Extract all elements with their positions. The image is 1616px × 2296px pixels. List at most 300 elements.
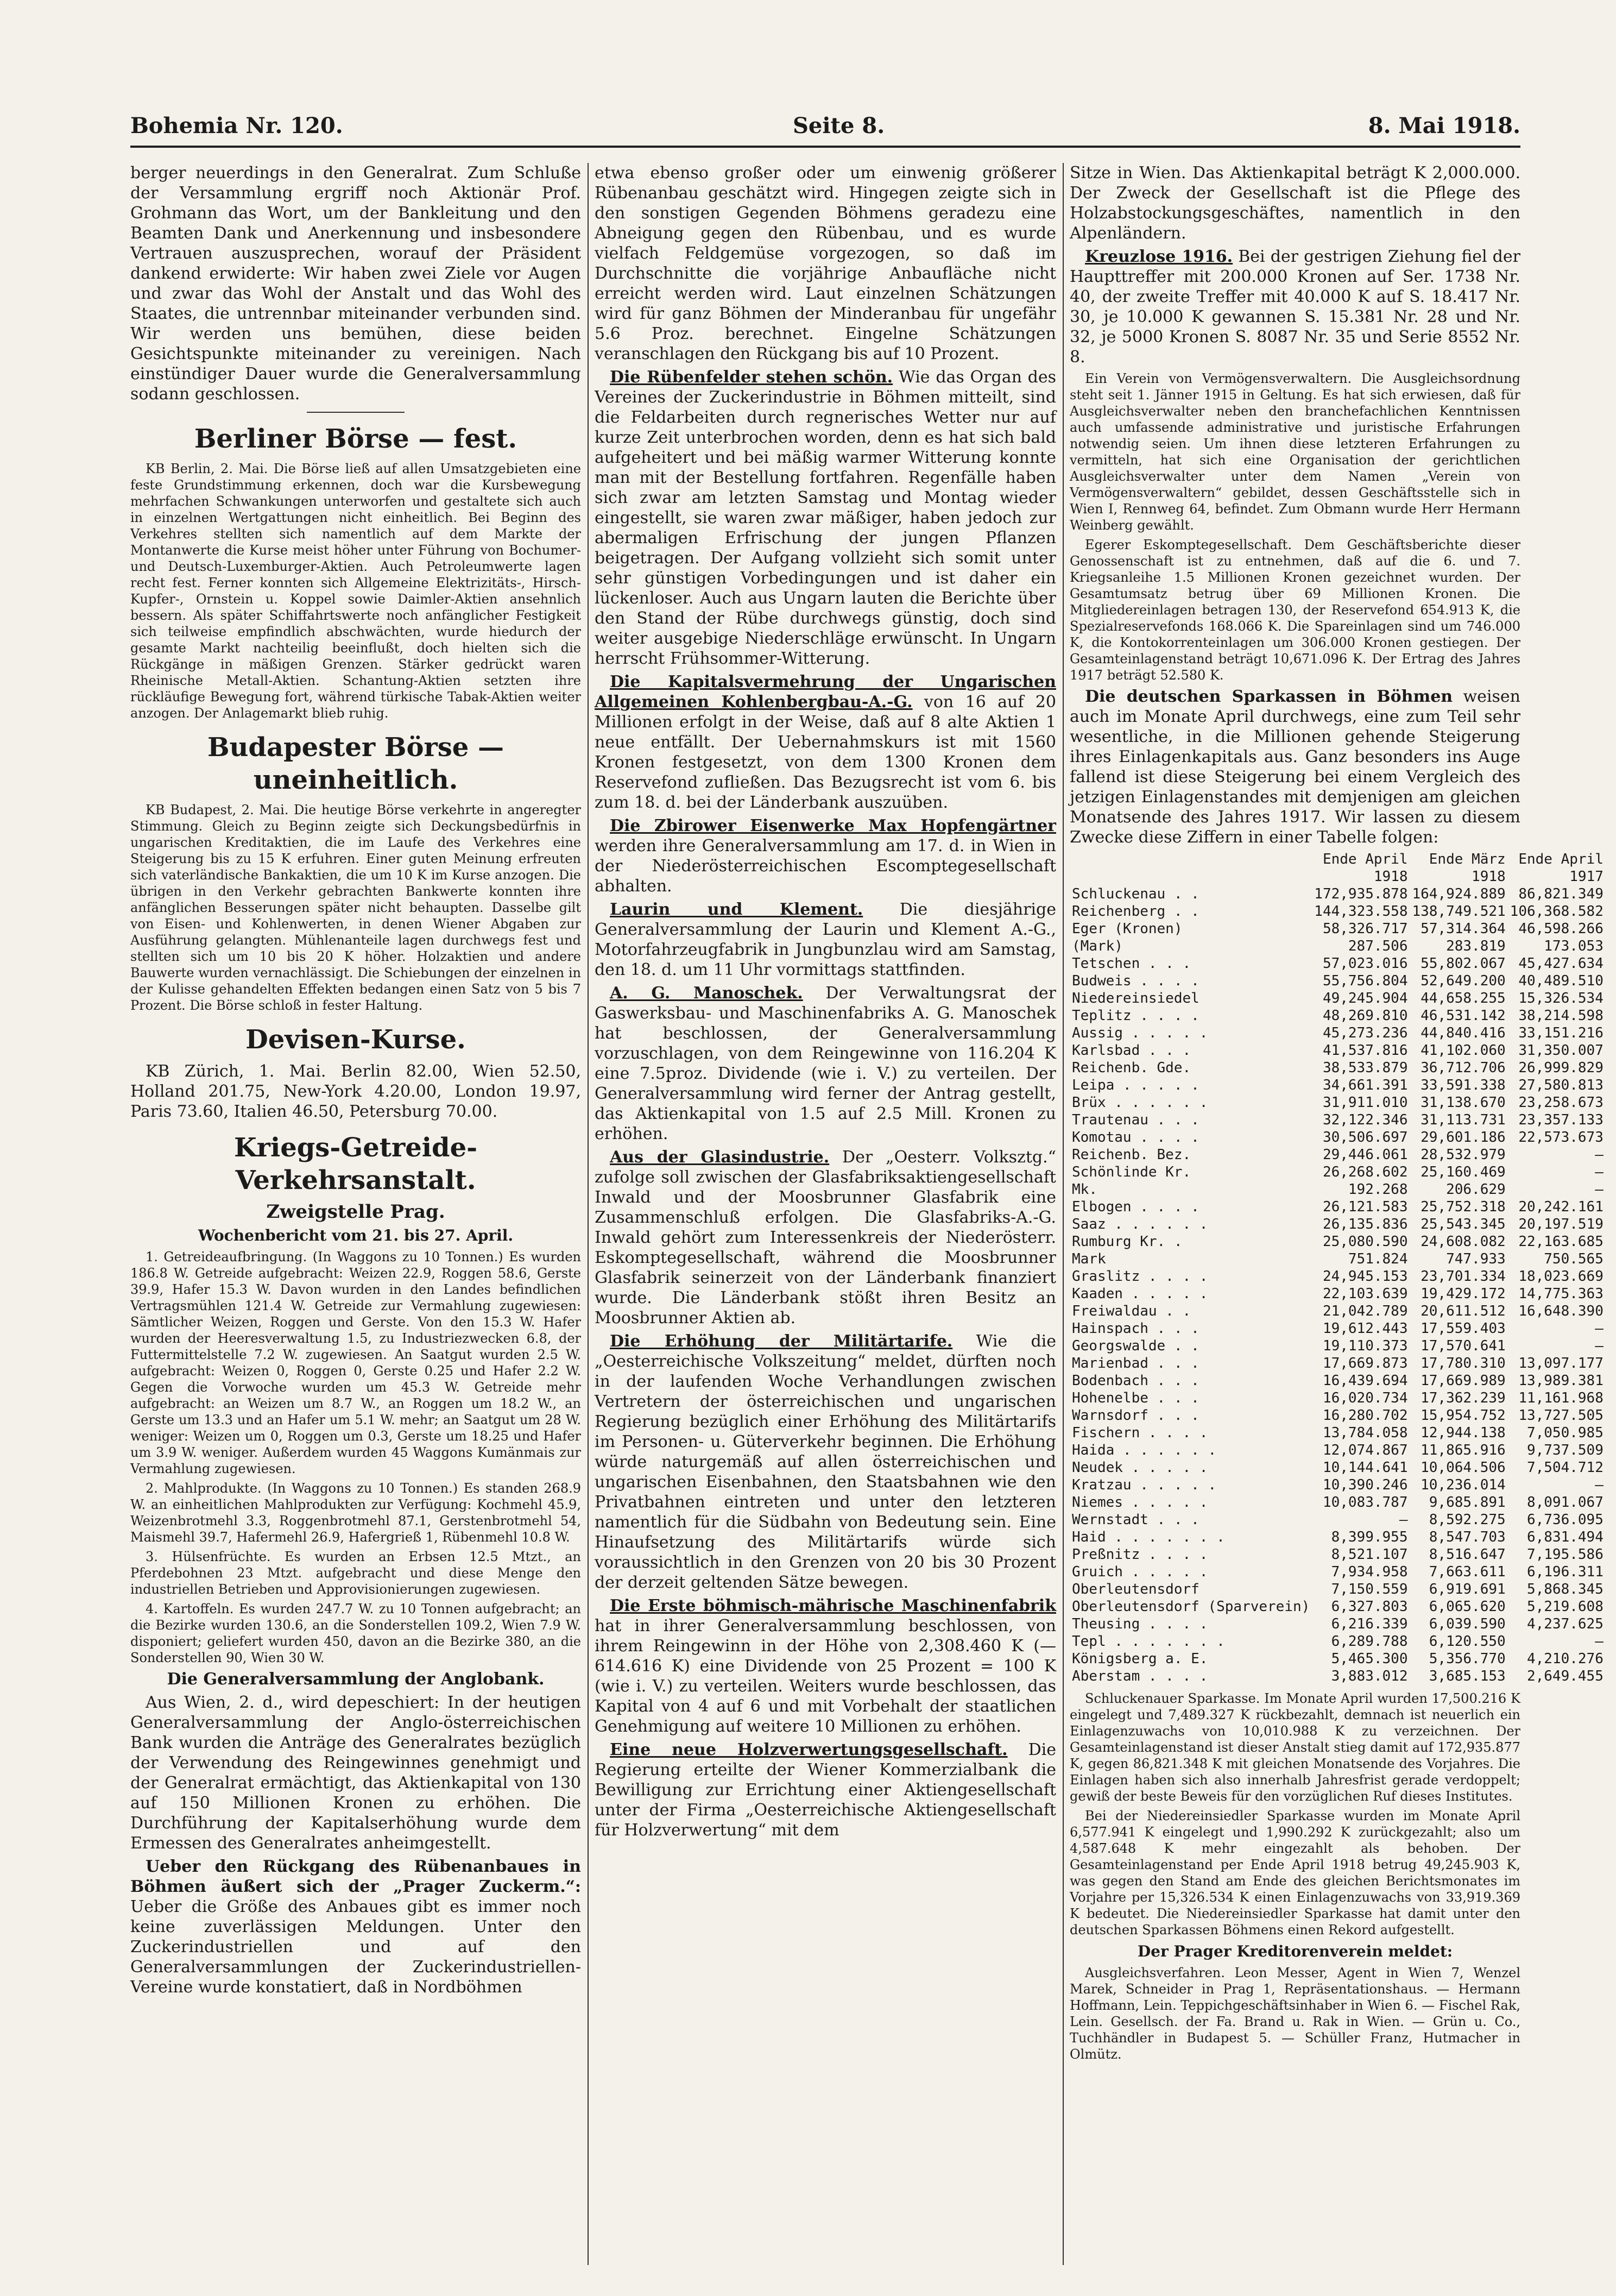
issue-date: 8. Mai 1918. [1368, 113, 1520, 139]
table-row [1070, 1129, 1606, 1146]
table-row-label: Theusing . . . . [1072, 1616, 1208, 1632]
savings-table [1070, 851, 1606, 1685]
table-cell: 6,831.494 [1526, 1529, 1604, 1545]
lead-text: Die Erhöhung der Militärtarife. [610, 1332, 953, 1351]
lead-text: Aus der Glasindustrie. [610, 1148, 830, 1167]
table-cell: 26,121.583 [1322, 1199, 1408, 1215]
table-row-label: Reichenb. Gde. [1072, 1060, 1191, 1076]
table-cell: 58,326.717 [1322, 921, 1408, 937]
table-row-label: Reichenberg . . [1072, 903, 1200, 920]
table-row-label: Teplitz . . . . [1072, 1008, 1200, 1024]
table-cell: 8,521.107 [1331, 1546, 1408, 1563]
table-cell: 5,868.345 [1526, 1581, 1604, 1597]
heading-berliner-boerse: Berliner Börse — fest. [194, 424, 517, 454]
body-text: Wie die „Oesterreichische Volkszeitung“ meldet, dürften noch in der laufenden Woche Verhandlungen zwischen Vertretern der österreichischen und ungarischen Regierung bezüglich einer Erhöhung des Militärtarifs im Personen- u. Güterverkehr beginnen. Die Erhöhung würde naturgemäß auf allen österreichischen und ungarischen Eisenbahnen, den Staatsbahnen wie den Privatbahnen eintreten und unter den letzteren namentlich für die Südbahn von Bedeutung sein. Eine Hinaufsetzung des Militärtarifs würde sich voraussichtlich in den Grenzen von 20 bis 30 Prozent der derzeit geltenden Sätze bewegen. [595, 1332, 1056, 1592]
paragraph [1070, 247, 1520, 367]
table-row [1070, 1511, 1606, 1528]
table-row-label: Wernstadt . . . [1072, 1512, 1200, 1528]
section-divider [307, 412, 405, 413]
table-cell: 46,531.142 [1421, 1008, 1506, 1024]
table-row-label: Oberleutensdorf [1072, 1581, 1200, 1597]
column-1 [130, 163, 581, 2265]
table-row [1070, 903, 1606, 920]
table-cell: 13,727.505 [1518, 1407, 1604, 1424]
table-cell: 24,945.153 [1322, 1268, 1408, 1285]
paragraph: KB Budapest, 2. Mai. Die heutige Börse verkehrte in angeregter Stimmung. Gleich zu Beginn zeigte sich Deckungsbedürfnis in ungarischen Kreditaktien, die im Laufe des Verkehres eine Steigerung bis zu 15 K erfuhren. Einer guten Meinung erfreuten sich vaterländische Bankaktien, die um 10 K im Kurse anzogen. Die übrigen in den Verkehr gebrachten Bankwerte konnten ihre anfänglichen Besserungen später nicht behaupten. Dasselbe gilt von Eisen- und Kohlenwerten, in denen Wiener Abgaben zur Ausführung gelangten. Mühlenanteile lagen durchwegs fest und stellten sich um 10 bis 20 K höher. Holzaktien und andere Bauwerte wurden vernachlässigt. Die Schiebungen der einzelnen in der Kulisse gehandelten Effekten bedangen einen Satz von 5 bis 7 Prozent. Die Börse schloß in fester Haltung. [130, 802, 581, 1013]
table-cell: 4,237.625 [1526, 1616, 1604, 1632]
table-cell: 7,150.559 [1331, 1581, 1408, 1597]
table-cell: 750.565 [1544, 1251, 1604, 1267]
table-cell: 23,357.133 [1518, 1112, 1604, 1128]
table-cell: 18,023.669 [1518, 1268, 1604, 1285]
table-row [1070, 1459, 1606, 1476]
table-cell: 8,091.067 [1526, 1494, 1604, 1511]
paragraph [595, 367, 1056, 669]
paragraph: Ein Verein von Vermögensverwaltern. Die Ausgleichsordnung steht seit 1. Jänner 1915 in Geltung. Es hat sich erwiesen, daß für Ausgleichsverwalter neben den branchefachlichen Kenntnissen auch umfassende administrative und juristische Erfahrungen notwendig seien. Um ihnen diese letzteren Erfahrungen zu vermitteln, hat sich eine Organisation der gerichtlichen Ausgleichsverwalter unter dem Namen „Verein von Vermögensverwaltern“ gebildet, dessen Geschäftsstelle sich in Wien I, Rennweg 64, befindet. Zum Obmann wurde Herr Hermann Weinberg gewählt. [1070, 371, 1520, 533]
table-cell: 10,144.641 [1322, 1460, 1408, 1476]
table-cell: 46,598.266 [1518, 921, 1604, 937]
table-cell: 44,658.255 [1421, 990, 1506, 1007]
column-divider [588, 163, 589, 2265]
lead-text: Die Erste böhmisch-mährische Maschinenfabrik [610, 1596, 1056, 1615]
table-cell: — [1595, 1338, 1604, 1354]
body-text: Der Verwaltungsrat der Gaswerksbau- und Maschinenfabriks A. G. Manoschek hat beschlossen, der Generalversammlung vorzuschlagen, von dem Reingewinne von 116.204 K eine 7.5proz. Dividende (wie i. V.) zu verteilen. Der Generalversammlung wird ferner der Antrag gestellt, das Aktienkapital von 1.5 auf 2.5 Mill. Kronen zu erhöhen. [595, 984, 1057, 1143]
table-row [1070, 1077, 1606, 1094]
table-row-label: Niedereinsiedel [1072, 990, 1200, 1007]
table-row-label: (Mark) [1072, 938, 1123, 954]
table-cell: 32,122.346 [1322, 1112, 1408, 1128]
header-rule [130, 146, 1520, 148]
table-cell: 57,314.364 [1421, 921, 1506, 937]
table-cell: 7,504.712 [1526, 1460, 1604, 1476]
paragraph: KB Zürich, 1. Mai. Berlin 82.00, Wien 52.50, Holland 201.75, New-York 4.20.00, London 19.97, Paris 73.60, Italien 46.50, Petersburg 70.00. [130, 1062, 581, 1121]
table-cell: 8,547.703 [1429, 1529, 1506, 1545]
table-cell: 41,102.060 [1421, 1042, 1506, 1059]
table-cell: 8,516.647 [1429, 1546, 1506, 1563]
table-cell: 17,669.989 [1421, 1373, 1506, 1389]
table-cell: 57,023.016 [1322, 955, 1408, 972]
table-row [1070, 1668, 1606, 1685]
table-row-label: Hohenelbe . . . [1072, 1390, 1200, 1406]
body-text: Der „Oesterr. Volksztg.“ zufolge soll zwischen der Glasfabriksaktiengesellschaft Inwald und der Moosbrunner Glasfabrik eine Zusammenschluß erfolgen. Die Glasfabriks-A.-G. Inwald gehört zum Interessenkreis der Niederösterr. Eskomptegesellschaft, während die Moosbrunner Glasfabrik seinerzeit von der Länderbank finanziert wurde. Die Länderbank stößt ihren Besitz an Moosbrunner Aktien ab. [595, 1148, 1056, 1328]
table-cell: 13,989.381 [1518, 1373, 1604, 1389]
table-row [1070, 938, 1606, 955]
table-cell: 6,327.803 [1331, 1599, 1408, 1615]
table-cell: 751.824 [1348, 1251, 1408, 1267]
table-cell: 144,323.558 [1314, 903, 1408, 920]
table-row-label: Kaaden . . . . . [1072, 1286, 1208, 1302]
table-row-label: Haida . . . . . . [1072, 1442, 1217, 1458]
lead-text: A. G. Manoschek. [610, 984, 803, 1003]
paragraph: KB Berlin, 2. Mai. Die Börse ließ auf allen Umsatzgebieten eine feste Grundstimmung erkennen, doch war die Kursbewegung mehrfachen Schwankungen unterworfen und gestaltete sich auch in einzelnen Wertgattungen nicht einheitlich. Bei Beginn des Verkehres stellten sich namentlich auf dem Markte der Montanwerte die Kurse meist höher unter Führung von Bochumer- und Deutsch-Luxemburger-Aktien. Auch Petroleumwerte lagen recht fest. Ferner konnten sich Allgemeine Elektrizitäts-, Hirsch-Kupfer-, Ornstein u. Koppel sowie Daimler-Aktien ansehnlich bessern. Als später Schiffahrtswerte noch anfänglicher Festigkeit sich teilweise empfindlich abschwächten, wurde hiedurch der gesamte Markt nachteilig beeinflußt, doch hielten sich die Rückgänge in mäßigen Grenzen. Stärker gedrückt waren Rheinische Metall-Aktien. Schantung-Aktien setzten ihre rückläufige Bewegung fort, während türkische Tabak-Aktien weiter anzogen. Der Anlagemarkt blieb ruhig. [130, 461, 581, 721]
table-cell: 23,258.673 [1518, 1094, 1604, 1111]
table-row [1070, 1424, 1606, 1442]
paragraph: berger neuerdings in den Generalrat. Zum Schluße der Versammlung ergriff noch Aktionär Prof. Grohmann das Wort, um der Bankleitung und den Beamten Dank und Anerkennung und insbesondere Vertrauen auszusprechen, worauf der Präsident dankend erwiderte: Wir haben zwei Ziele vor Augen und zwar das Wohl der Anstalt und das Wohl des Staates, die untrennbar miteinander verbunden sind. Wir werden uns bemühen, diese beiden Gesichtspunkte miteinander zu vereinigen. Nach einstündiger Dauer wurde die Generalversammlung sodann geschlossen. [130, 163, 581, 404]
table-cell: 747.933 [1446, 1251, 1506, 1267]
table-row-label: Tepl . . . . . . . [1072, 1633, 1225, 1650]
table-row [1070, 972, 1606, 990]
table-cell: 29,601.186 [1421, 1129, 1506, 1146]
table-row-label: Warnsdorf . . . [1072, 1407, 1200, 1424]
table-cell: 6,736.095 [1526, 1512, 1604, 1528]
table-cell: 38,533.879 [1322, 1060, 1408, 1076]
table-row [1070, 1198, 1606, 1216]
body-text: Ueber die Größe des Anbaues gibt es immer noch keine zuverlässigen Meldungen. Unter den Zuckerindustriellen und auf den Generalversammlungen der Zuckerindustriellen-Vereine wurde konstatiert, daß in Nordböhmen [130, 1897, 581, 1997]
table-row-label: Oberleutensdorf (Sparverein) [1072, 1599, 1310, 1615]
table-row [1070, 1303, 1606, 1320]
table-cell: 17,780.310 [1421, 1355, 1506, 1372]
paragraph: 2. Mahlprodukte. (In Waggons zu 10 Tonnen.) Es standen 268.9 W. an einheitlichen Mahlprodukten zur Verfügung: Kochmehl 45.9, Weizenbrotmehl 3.3, Roggenbrotmehl 87.1, Gerstenbrotmehl 54, Maismehl 39.7, Hafermehl 26.9, Hafergrieß 1, Rübenmehl 10.8 W. [130, 1481, 581, 1545]
table-header [1070, 851, 1606, 885]
table-row-label: Haid . . . . . . . [1072, 1529, 1225, 1545]
table-row [1070, 1146, 1606, 1163]
table-cell: 9,737.509 [1526, 1442, 1604, 1458]
table-cell: 16,280.702 [1322, 1407, 1408, 1424]
heading-anglobank: Die Generalversammlung der Anglobank. [167, 1670, 545, 1689]
table-cell: 48,269.810 [1322, 1008, 1408, 1024]
paragraph: Sitze in Wien. Das Aktienkapital beträgt K 2,000.000. Der Zweck der Gesellschaft ist die Pflege des Holzabstockungsgeschäftes, namentlich in den Alpenländern. [1070, 163, 1520, 243]
table-row-label: Gruich . . . . . [1072, 1564, 1208, 1580]
table-cell: 5,356.770 [1429, 1651, 1506, 1667]
paragraph [595, 899, 1056, 980]
table-row [1070, 1598, 1606, 1615]
table-column-header: Ende April 1917 [1518, 851, 1604, 885]
table-cell: 13,097.177 [1518, 1355, 1604, 1372]
table-row-label: Leipa . . . . . [1072, 1077, 1200, 1093]
paragraph: Egerer Eskomptegesellschaft. Dem Geschäftsberichte dieser Genossenschaft ist zu entnehmen, daß auf die 6. und 7. Kriegsanleihe 1.5 Millionen Kronen gezeichnet wurden. Der Gesamtumsatz betrug über 69 Millionen Kronen. Die Mitgliedereinlagen betragen 130, der Reservefond 654.913 K, die Spezialreservefonds 168.066 K. Die Spareinlagen sind um 746.000 K, die Kontokorrenteinlagen um 306.000 Kronen gestiegen. Der Gesamteinlagenstand beträgt 10,671.096 K. Der Ertrag des Jahres 1917 beträgt 52.580 K. [1070, 537, 1520, 683]
heading-kreditorenverein: Der Prager Kreditorenverein meldet: [1137, 1942, 1453, 1960]
table-cell: 192.268 [1348, 1181, 1408, 1198]
table-cell: 52,649.200 [1421, 973, 1506, 989]
table-row-label: Trautenau . . . [1072, 1112, 1200, 1128]
table-row-label: Fischern . . . . [1072, 1425, 1208, 1441]
body-text: von 16 auf 20 Millionen erfolgt in der Weise, daß auf 8 alte Aktien 1 neue entfällt. Der Uebernahmskurs ist mit 1560 Kronen festgesetzt, von dem 1300 Kronen dem Reservefond zufließen. Das Bezugsrecht ist vom 6. bis zum 18. d. bei der Länderbank auszuüben. [595, 693, 1056, 812]
table-cell: 19,110.373 [1322, 1338, 1408, 1354]
issue-number: Bohemia Nr. 120. [130, 113, 343, 139]
table-row [1070, 955, 1606, 972]
table-cell: — [1595, 1147, 1604, 1163]
table-row [1070, 1372, 1606, 1389]
table-row-label: Kratzau . . . . . [1072, 1477, 1217, 1493]
table-row-label: Graslitz . . . . [1072, 1268, 1208, 1285]
table-cell: 6,196.311 [1526, 1564, 1604, 1580]
table-row-label: Georgswalde . . [1072, 1338, 1200, 1354]
table-cell: 10,064.506 [1421, 1460, 1506, 1476]
table-row [1070, 1320, 1606, 1337]
body-text: Wie das Organ des Vereines der Zuckerindustrie in Böhmen mitteilt, sind die Feldarbeiten durch regnerisches Wetter nur auf kurze Zeit unterbrochen worden, denn es hat sich bald aufgeheitert und bei mäßig warmer Witterung konnte man mit der Bestellung fortfahren. Regenfälle haben sich zwar am letzten Samstag und Montag wieder eingestellt, sie waren zwar mäßiger, haben jedoch zur abermaligen Erfrischung der jungen Pflanzen beigetragen. Der Aufgang vollzieht sich somit unter sehr günstigen Vorbedingungen und ist daher ein lückenloser. Auch aus Ungarn lauten die Berichte über den Stand der Rübe durchwegs günstig, doch sind weiter ausgebige Niederschläge erwünscht. In Ungarn herrscht Frühsommer-Witterung. [595, 368, 1056, 668]
body-text: hat in ihrer Generalversammlung beschlossen, von ihrem Reingewinn in der Höhe von 2,308.460 K (— 614.616 K) eine Dividende von 25 Prozent = 100 K (wie i. V.) zu verteilen. Weiters wurde beschlossen, das Kapital von 4 auf 6 und mit Vorbehalt der staatlichen Genehmigung auf weitere 10 Millionen zu erhöhen. [595, 1616, 1056, 1736]
body-text: Bei der gestrigen Ziehung fiel der Haupttreffer mit 200.000 Kronen auf Ser. 1738 Nr. 40, der zweite Treffer mit 40.000 K auf S. 18.417 Nr. 30, je 10.000 K gewannen S. 15.381 Nr. 28 und Nr. 32, je 5000 Kronen S. 8087 Nr. 35 und Serie 8552 Nr. 8. [1070, 247, 1520, 367]
paragraph: Aus Wien, 2. d., wird depeschiert: In der heutigen Generalversammlung der Anglo-österreichischen Bank wurden die Anträge des Generalrates bezüglich der Verwendung des Reingewinnes genehmigt und der Generalrat ermächtigt, das Aktienkapital von 130 auf 150 Millionen Kronen zu erhöhen. Die Durchführung der Kapitalserhöhung wurde dem Ermessen des Generalrates anheimgestellt. [130, 1693, 581, 1853]
table-cell: — [1595, 1181, 1604, 1198]
table-row [1070, 1111, 1606, 1129]
table-row-label: Neudek . . . . . [1072, 1460, 1208, 1476]
paragraph [1070, 687, 1520, 847]
table-cell: 45,427.634 [1518, 955, 1604, 972]
table-row-label: Niemes . . . . . [1072, 1494, 1208, 1511]
table-cell: 106,368.582 [1510, 903, 1604, 920]
table-cell: 27,580.813 [1518, 1077, 1604, 1093]
table-cell: 41,537.816 [1322, 1042, 1408, 1059]
body-text: werden ihre Generalversammlung am 17. d. in Wien in der Niederösterreichischen Escomptegesellschaft abhalten. [595, 836, 1056, 896]
table-row-label: Marienbad . . . [1072, 1355, 1200, 1372]
table-row-label: Aussig . . . . . [1072, 1025, 1208, 1041]
table-cell: 20,611.512 [1421, 1303, 1506, 1319]
body-text: Die Regierung erteilte der Wiener Kommerzialbank die Bewilligung zur Errichtung einer Aktiengesellschaft unter der Firma „Oesterreichische Aktiengesellschaft für Holzverwertung“ mit dem [595, 1740, 1056, 1840]
paragraph: Ausgleichsverfahren. Leon Messer, Agent in Wien 7, Wenzel Marek, Schneider in Prag 1, Repräsentationshaus. — Hermann Hoffmann, Lein. Teppichgeschäftsinhaber in Wien 6. — Fischel Rak, Lein. Gesellsch. der Fa. Brand u. Rak in Wien. — Grün u. Co., Tuchhändler in Budapest 5. — Schüller Franz, Hutmacher in Olmütz. [1070, 1965, 1520, 2062]
table-cell: 138,749.521 [1412, 903, 1506, 920]
table-cell: 40,489.510 [1518, 973, 1604, 989]
table-cell: 17,559.403 [1421, 1320, 1506, 1337]
table-cell: 33,591.338 [1421, 1077, 1506, 1093]
paragraph [595, 983, 1056, 1144]
table-cell: 45,273.236 [1322, 1025, 1408, 1041]
lead-text: Laurin und Klement. [610, 900, 863, 919]
page-header [130, 113, 1520, 148]
column-2 [595, 163, 1056, 2265]
table-row [1070, 1494, 1606, 1511]
table-cell: 172,935.878 [1314, 886, 1408, 902]
table-cell: 36,712.706 [1421, 1060, 1506, 1076]
table-row [1070, 1581, 1606, 1598]
table-row [1070, 990, 1606, 1007]
table-row [1070, 885, 1606, 903]
table-cell: 11,161.968 [1518, 1390, 1604, 1406]
table-cell: 3,685.153 [1429, 1668, 1506, 1684]
table-row [1070, 1181, 1606, 1198]
table-cell: 31,138.670 [1421, 1094, 1506, 1111]
table-cell: 22,573.673 [1518, 1129, 1604, 1146]
table-row-label: Bodenbach . . . [1072, 1373, 1200, 1389]
table-cell: 206.629 [1446, 1181, 1506, 1198]
table-cell: 12,944.138 [1421, 1425, 1506, 1441]
table-cell: 24,608.082 [1421, 1234, 1506, 1250]
table-cell: 26,268.602 [1322, 1164, 1408, 1180]
lead-text: Die Rübenfelder stehen schön. [610, 368, 893, 387]
table-cell: 287.506 [1348, 938, 1408, 954]
table-row-label: Hainspach . . . [1072, 1320, 1200, 1337]
table-cell: 30,506.697 [1322, 1129, 1408, 1146]
paragraph [595, 1331, 1056, 1593]
table-cell: 283.819 [1446, 938, 1506, 954]
table-cell: 11,865.916 [1421, 1442, 1506, 1458]
table-row [1070, 1650, 1606, 1668]
table-row-label: Aberstam . . . . [1072, 1668, 1208, 1684]
heading-kriegs-getreide: Kriegs-Getreide-Verkehrsanstalt. [233, 1133, 478, 1196]
table-cell: 6,289.788 [1331, 1633, 1408, 1650]
table-cell: 7,050.985 [1526, 1425, 1604, 1441]
table-row-label: Mark [1072, 1251, 1106, 1267]
paragraph: Bei der Niedereinsiedler Sparkasse wurden im Monate April 6,577.941 K eingelegt und 1,990.292 K zurückgezahlt; also um 4,587.648 K mehr eingezahlt als behoben. Der Gesamteinlagenstand per Ende April 1918 betrug 49,245.903 K, was gegen den Stand am Ende des gleichen Berichtsmonates im Vorjahre per 15,326.534 K einen Einlagenzuwachs von 33,919.369 K bedeutet. Die Niedereinsiedler Sparkasse hat damit unter den deutschen Sparkassen Böhmens einen Rekord aufgestellt. [1070, 1808, 1520, 1938]
table-cell: 9,685.891 [1429, 1494, 1506, 1511]
table-cell: 8,399.955 [1331, 1529, 1408, 1545]
table-cell: 26,135.836 [1322, 1216, 1408, 1232]
table-row [1070, 1528, 1606, 1546]
table-cell: 22,103.639 [1322, 1286, 1408, 1302]
table-cell: 6,120.550 [1429, 1633, 1506, 1650]
table-cell: 7,663.611 [1429, 1564, 1506, 1580]
table-cell: 5,465.300 [1331, 1651, 1408, 1667]
paragraph [595, 1740, 1056, 1840]
table-row-label: Saaz . . . . . . [1072, 1216, 1208, 1232]
table-row [1070, 1268, 1606, 1285]
column-3 [1070, 163, 1604, 2265]
heading-devisen-kurse: Devisen-Kurse. [245, 1024, 466, 1055]
table-row-label: Preßnitz . . . . [1072, 1546, 1208, 1563]
table-cell: 5,219.608 [1526, 1599, 1604, 1615]
table-row [1070, 1250, 1606, 1268]
table-row [1070, 1546, 1606, 1563]
table-cell: 6,919.691 [1429, 1581, 1506, 1597]
table-row [1070, 1563, 1606, 1581]
table-row [1070, 1233, 1606, 1250]
table-column-header: Ende April 1918 [1322, 851, 1408, 885]
paragraph: Schluckenauer Sparkasse. Im Monate April wurden 17,500.216 K eingelegt und 7,489.327 K rückbezahlt, demnach ist neuerlich ein Einlagenzuwachs von 10,010.988 K zu verzeichnen. Der Gesamteinlagenstand ist dieser Anstalt stieg damit auf 172,935.877 K, gegen 86,821.348 K mit gleichen Monatsende des Vorjahres. Die Einlagen haben sich also innerhalb Jahresfrist gerade verdoppelt; gewiß der beste Beweis für den vorzüglichen Ruf dieses Institutes. [1070, 1691, 1520, 1804]
table-cell: 14,775.363 [1518, 1286, 1604, 1302]
table-cell: 55,756.804 [1322, 973, 1408, 989]
table-cell: 31,350.007 [1518, 1042, 1604, 1059]
table-cell: 7,195.586 [1526, 1546, 1604, 1563]
table-row-label: Budweis . . . . [1072, 973, 1200, 989]
table-cell: 25,080.590 [1322, 1234, 1408, 1250]
table-cell: 19,612.443 [1322, 1320, 1408, 1337]
table-cell: 86,821.349 [1518, 886, 1604, 902]
table-row [1070, 1389, 1606, 1407]
table-cell: 10,083.787 [1322, 1494, 1408, 1511]
table-cell: — [1595, 1320, 1604, 1337]
table-cell: 2,649.455 [1526, 1668, 1604, 1684]
table-cell: 8,592.275 [1429, 1512, 1506, 1528]
paragraph [130, 1857, 581, 1997]
table-cell: 15,954.752 [1421, 1407, 1506, 1424]
table-cell: 17,669.873 [1322, 1355, 1408, 1372]
table-cell: 20,197.519 [1518, 1216, 1604, 1232]
table-cell: — [1595, 1633, 1604, 1650]
table-row [1070, 1094, 1606, 1111]
table-row [1070, 1615, 1606, 1633]
body-text: Die diesjährige Generalversammlung der Laurin und Klement A.-G., Motorfahrzeugfabrik in Jungbunzlau wird am Samstag, den 18. d. um 11 Uhr vormittags stattfinden. [595, 900, 1056, 979]
table-row-label: Brüx . . . . . . [1072, 1094, 1208, 1111]
table-cell: 4,210.276 [1526, 1651, 1604, 1667]
table-cell: — [1399, 1512, 1408, 1528]
table-row-label: Komotau . . . . [1072, 1129, 1200, 1146]
table-cell: 6,065.620 [1429, 1599, 1506, 1615]
lead-text: Ueber den Rückgang des Rübenanbaues in Böhmen äußert sich der „Prager Zuckerm.“: [130, 1857, 581, 1896]
table-row-label: Mk. [1072, 1181, 1097, 1198]
table-cell: 3,883.012 [1331, 1668, 1408, 1684]
table-row [1070, 1337, 1606, 1355]
lead-text: Die Zbirower Eisenwerke Max Hopfengärtner [610, 816, 1056, 835]
table-row-label: Elbogen . . . . [1072, 1199, 1200, 1215]
table-row [1070, 1007, 1606, 1024]
heading-budapester-boerse: Budapester Börse — uneinheitlich. [207, 732, 504, 795]
table-cell: 28,532.979 [1421, 1147, 1506, 1163]
table-cell: 13,784.058 [1322, 1425, 1408, 1441]
table-row-label: Tetschen . . . [1072, 955, 1191, 972]
table-row [1070, 1633, 1606, 1650]
table-row [1070, 1163, 1606, 1181]
table-cell: 6,216.339 [1331, 1616, 1408, 1632]
table-cell: 25,543.345 [1421, 1216, 1506, 1232]
paragraph: etwa ebenso großer oder um einwenig größerer Rübenanbau geschätzt wird. Hingegen zeigte sich in den sonstigen Gegenden Böhmens geradezu eine Abneigung gegen den Rübenbau, und es wurde vielfach Feldgemüse vorgezogen, so daß im Durchschnitte die vorjährige Anbaufläche nicht erreicht werden wird. Laut einzelnen Schätzungen wird für ganz Böhmen der Minderanbau für ungefähr 5.6 Proz. berechnet. Eingelne Schätzungen veranschlagen den Rückgang bis auf 10 Prozent. [595, 163, 1056, 363]
table-cell: 44,840.416 [1421, 1025, 1506, 1041]
table-row [1070, 1042, 1606, 1059]
table-cell: 6,039.590 [1429, 1616, 1506, 1632]
page-number: Seite 8. [793, 113, 885, 139]
paragraph [595, 672, 1056, 813]
table-cell: 16,020.734 [1322, 1390, 1408, 1406]
table-cell: 16,648.390 [1518, 1303, 1604, 1319]
table-cell: 10,390.246 [1322, 1477, 1408, 1493]
paragraph: 4. Kartoffeln. Es wurden 247.7 W. zu 10 Tonnen aufgebracht; an die Bezirke wurden 130.6, an die Sonderstellen 109.2, Wien 7.9 W. disponiert; geliefert wurden 450, davon an die Bezirke 380, an die Sonderstellen 90, Wien 30 W. [130, 1601, 581, 1665]
table-cell: 26,999.829 [1518, 1060, 1604, 1076]
table-row-label: Freiwaldau . . [1072, 1303, 1191, 1319]
paragraph [595, 1147, 1056, 1328]
table-cell: 22,163.685 [1518, 1234, 1604, 1250]
table-column-header [1070, 851, 1312, 885]
table-row [1070, 1285, 1606, 1303]
table-cell: — [1595, 1477, 1604, 1493]
table-row [1070, 1476, 1606, 1494]
lead-text: Die Kapitalsvermehrung der Ungarischen Allgemeinen Kohlenbergbau-A.-G. [595, 672, 1056, 712]
table-cell: 23,701.334 [1421, 1268, 1506, 1285]
table-row-label: Reichenb. Bez. [1072, 1147, 1191, 1163]
table-cell: 49,245.904 [1322, 990, 1408, 1007]
table-row-label: Karlsbad . . . [1072, 1042, 1191, 1059]
table-row-label: Königsberg a. E. [1072, 1651, 1208, 1667]
table-cell: 164,924.889 [1412, 886, 1506, 902]
table-row [1070, 1059, 1606, 1077]
paragraph: 3. Hülsenfrüchte. Es wurden an Erbsen 12.5 Mtzt., an Pferdebohnen 23 Mtzt. aufgebracht und diese Menge den industriellen Betrieben und Approvisionierungen zugewiesen. [130, 1549, 581, 1597]
table-row [1070, 1407, 1606, 1424]
table-cell: 21,042.789 [1322, 1303, 1408, 1319]
lead-text: Eine neue Holzverwertungsgesellschaft. [610, 1740, 1008, 1759]
column-divider [1063, 163, 1064, 2265]
table-cell: 20,242.161 [1518, 1199, 1604, 1215]
table-cell: 31,113.731 [1421, 1112, 1506, 1128]
table-row-label: Rumburg Kr. . [1072, 1234, 1183, 1250]
table-row-label: Schönlinde Kr. [1072, 1164, 1191, 1180]
table-cell: 19,429.172 [1421, 1286, 1506, 1302]
table-row [1070, 1355, 1606, 1372]
table-cell: 10,236.014 [1421, 1477, 1506, 1493]
table-cell: 16,439.694 [1322, 1373, 1408, 1389]
table-column-header: Ende März 1918 [1429, 851, 1506, 885]
table-cell: 17,362.239 [1421, 1390, 1506, 1406]
table-row [1070, 1442, 1606, 1459]
table-row [1070, 1024, 1606, 1042]
table-cell: 173.053 [1544, 938, 1604, 954]
paragraph [595, 1596, 1056, 1737]
table-cell: — [1595, 1164, 1604, 1180]
table-row-label: Eger (Kronen) [1072, 921, 1183, 937]
table-cell: 29,446.061 [1322, 1147, 1408, 1163]
table-cell: 34,661.391 [1322, 1077, 1408, 1093]
body-text: weisen auch im Monate April durchwegs, eine zum Teil sehr wesentliche, in die Millionen gehende Steigerung ihres Einlagenkapitals aus. Ganz besonders ins Auge fallend ist diese Steigerung bei einem Vergleich des jetzigen Einlagenstandes mit demjenigen am gleichen Monatsende des Jahres 1917. Wir lassen zu diesem Zwecke diese Ziffern in einer Tabelle folgen: [1070, 687, 1520, 847]
paragraph: 1. Getreideaufbringung. (In Waggons zu 10 Tonnen.) Es wurden 186.8 W. Getreide aufgebracht: Weizen 22.9, Roggen 58.6, Gerste 39.9, Hafer 15.3 W. Davon wurden in den Landes befindlichen Vertragsmühlen 121.4 W. Getreide zur Vermahlung zugewiesen: Sämtlicher Weizen, Roggen und Gerste. Von den 15.3 W. Hafer wurden der Heeresverwaltung 1.5, zu Industriezwecken 6.8, der Futtermittelstelle 7.2 W. zugewiesen. An Saatgut wurden 2.5 W. aufgebracht: Weizen 0, Roggen 0, Gerste 0.25 und Hafer 2.2 W. Gegen die Vorwoche wurden um 45.3 W. Getreide mehr aufgebracht: an Weizen um 8.7 W., an Roggen um 18.2 W., an Gerste um 13.3 und an Hafer um 5.1 W. mehr; an Saatgut um 28 W. weniger: Weizen um 0, Roggen um 0.3, Gerste um 18.25 und Hafer um 3.9 W. weniger. Außerdem wurden 45 Waggons Kumänmais zur Vermahlung zugewiesen. [130, 1249, 581, 1476]
subheading: Wochenbericht vom 21. bis 27. April. [198, 1226, 514, 1244]
subheading: Zweigstelle Prag. [266, 1201, 445, 1223]
lead-text: Die deutschen Sparkassen in Böhmen [1085, 687, 1453, 706]
table-cell: 17,570.641 [1421, 1338, 1506, 1354]
table-cell: 33,151.216 [1518, 1025, 1604, 1041]
table-row [1070, 920, 1606, 938]
paragraph [595, 816, 1056, 896]
table-cell: 25,160.469 [1421, 1164, 1506, 1180]
table-row-label: Schluckenau . . [1072, 886, 1200, 902]
table-cell: 15,326.534 [1518, 990, 1604, 1007]
table-row [1070, 1216, 1606, 1233]
